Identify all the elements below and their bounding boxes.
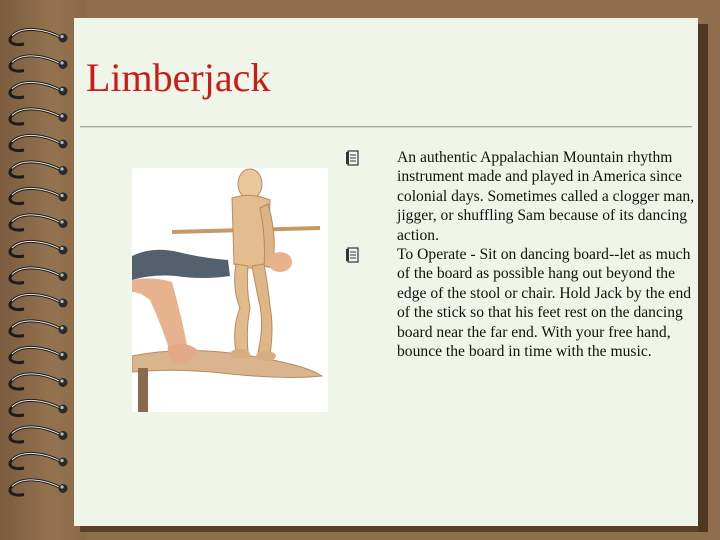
notebook-icon (346, 247, 360, 263)
title-divider (80, 126, 692, 127)
bullet-list (346, 148, 695, 361)
binder-ring (10, 162, 68, 177)
limberjack-photo (132, 168, 328, 412)
binder-ring (10, 427, 68, 442)
page-shadow (698, 24, 708, 532)
bullet-text: An authentic Appalachian Mountain rhythm instrument made and played in America since colonial days. Sometimes called a clogger man, jigger, or shuffling Sam because of its dancing action. (397, 149, 695, 244)
binder-ring (10, 241, 68, 256)
binder-ring (10, 347, 68, 362)
binder-ring (10, 453, 68, 468)
binder-ring (10, 109, 68, 124)
binder-ring (10, 56, 68, 71)
bullet-item (346, 148, 695, 245)
binder-ring (10, 294, 68, 309)
binder-ring (10, 82, 68, 97)
binder-ring (10, 400, 68, 415)
notebook-icon (346, 150, 360, 166)
binder-ring (10, 480, 68, 495)
binder-ring (10, 29, 68, 44)
binder-ring (10, 321, 68, 336)
binder-ring (10, 135, 68, 150)
binder-ring (10, 215, 68, 230)
limberjack-illustration (132, 168, 328, 412)
binder-ring (10, 268, 68, 283)
slide-title: Limberjack (86, 55, 271, 100)
binder-ring (10, 374, 68, 389)
binder-ring (10, 188, 68, 203)
spiral-binding-icon (0, 0, 80, 540)
bullet-item (346, 245, 692, 361)
bullet-text: To Operate - Sit on dancing board--let as much of the board as possible hang out beyond the edge of the stool or chair. Hold Jack by the end of the stick so that his feet rest on the dancing board near the far end. With your free hand, bounce the board in time with the music. (397, 246, 692, 361)
